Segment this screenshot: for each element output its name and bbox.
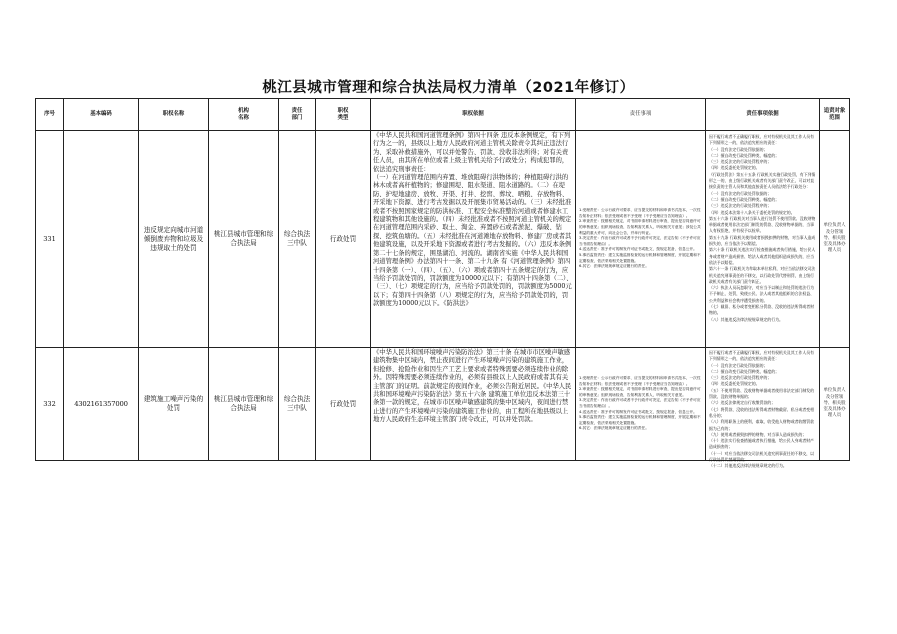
row-duty: 1.受理责任：公示行政许可要求、应当提交的材料和申请书式范本，一次性告知补正材料；依法受理或者不予受理（不予受理应当告知理由）。 2.审查责任：按照相关规定，对书面申请材料进行审查，提出是否同意许可的审核意见；组织现场检查，告知利害关系人，听取相关方意见。 3.决定责任：作出行政许可或者不予行政许可决定，法定告知（不予许可应当书面告知理由）。 4.送达责任：准予许可的制发许可证书或批文，按规定报备，信息公开。 5.事后监管责任：建立实施监督检查的运行机制和管理制度，开展定期和不定期检查，依法采取相关处置措施。 6.其它：法律法规规章规定应履行的责任。 xyxy=(576,348,706,461)
header-basis: 职权依据 xyxy=(371,99,576,131)
header-duty-basis: 责任事项依据 xyxy=(706,99,820,131)
row-type: 行政处罚 xyxy=(316,348,371,461)
table-row xyxy=(36,131,850,348)
header-seq: 序号 xyxy=(36,99,64,131)
row-type: 行政处罚 xyxy=(316,131,371,348)
row-remark: 单位负责人及分管领导、相关股室及具体办理人员 xyxy=(820,348,850,461)
row-code: 4302161357000 xyxy=(64,348,139,461)
header-name: 职权名称 xyxy=(139,99,209,131)
header-duty: 责任事项 xyxy=(576,99,706,131)
row-duty: 1.受理责任：公示行政许可要求、应当提交的材料和申请书式范本，一次性告知补正材料；依法受理或者不予受理（不予受理应当告知理由）。 2.审查责任：按照相关规定，对书面申请材料进行审查，提出是否同意许可的审核意见；组织现场检查，告知利害关系人，听取相关方意见；涉及公共利益的重大许可，向社会公告，并举行听证。 3.决定责任：作出行政许可或者不予行政许可决定，法定告知（不予许可应当书面告知理由）。 4.送达责任：准予许可的制发许可证书或批文，按规定报备，信息公开。 5.事后监管责任：建立实施监督检查的运行机制和管理制度，开展定期和不定期检查，依法采取相关处置措施。 6.其它：法律法规规章规定应履行的责任。 xyxy=(576,131,706,348)
row-remark: 单位负责人及分管领导、相关股室及具体办理人员 xyxy=(820,131,850,348)
power-list-table xyxy=(35,98,850,469)
table-header-row xyxy=(36,99,850,131)
header-code: 基本编码 xyxy=(64,99,139,131)
row-org: 桃江县城市管理和综合执法局 xyxy=(209,348,279,461)
row-duty-basis: 因不履行或者不正确履行职权，应对有权机关及其工作人员有下列情形之一的，依法追究相应的责任： （一）没有法定行政处罚依据的； （二）擅自改变行政处罚种类、幅度的； （三）违反法定的行政处罚程序的； （四）违反委托处罚规定的。 《行政处罚法》第五十五条 行政机关实施行政处罚，有下列情形之一的，由上级行政机关或者有关部门责令改正，可以对直接负责的主管人员和其他直接责任人员依法给予行政处分： （一）没有法定的行政处罚依据的； （二）擅自改变行政处罚种类、幅度的； （三）违反法定的行政处罚程序的； （四）违反本法第十八条关于委托处罚的规定的。 第五十六条 行政机关对当事人进行处罚不使用罚款、没收财物单据或者使用非法定部门制发的罚款、没收财物单据的，当事人有权拒绝，并有权予以检举。 第五十九条 行政机关使用或者损毁扣押的财物，对当事人造成损失的，应当依法予以赔偿。 第六十条 行政机关违法实行检查措施或者执行措施，给公民人身或者财产造成损害、给法人或者其他组织造成损失的，应当依法予以赔偿。 第六十一条 行政机关为牟取本单位私利，对应当依法移交司法机关追究刑事责任的不移交，以行政处罚代替刑罚，由上级行政机关或者有关部门责令纠正。 （六）执法人员玩忽职守，对应当予以制止和处罚的违法行为不予制止、处罚，致使公民、法人或者其他组织的合法权益、公共利益和社会秩序遭受损害的。 （七）截留、私分或者变相私分罚款、没收的违法所得或者财物的。 （八）其他违反法律法规规章规定的行为。 xyxy=(709,134,816,322)
row-dept: 综合执法三中队 xyxy=(279,348,316,461)
row-basis: 《中华人民共和国环境噪声污染防治法》第三十条 在城市市区噪声敏感建筑物集中区域内，禁止夜间进行产生环境噪声污染的建筑施工作业，但抢修、抢险作业和因生产工艺上要求或者特殊需要必须连续作业的除外。因特殊需要必须连续作业的，必须有县级以上人民政府或者其有关主管部门的证明。前款规定的夜间作业，必须公告附近居民。《中华人民共和国环境噪声污染防治法》第五十六条 建筑施工单位违反本法第三十条第一款的规定，在城市市区噪声敏感建筑的集中区域内，夜间进行禁止进行的产生环境噪声污染的建筑施工作业的，由工程所在地县级以上地方人民政府生态环境主管部门责令改正，可以并处罚款。 xyxy=(373,349,572,424)
row-code xyxy=(64,131,139,348)
page-title: 桃江县城市管理和综合执法局权力清单（2021年修订） xyxy=(262,80,635,96)
header-remark: 追责对象 范围 xyxy=(820,99,850,131)
row-seq: 331 xyxy=(36,131,64,348)
row-name: 违反规定向城市河道倾倒废弃物和垃圾及违规取土的处罚 xyxy=(139,131,209,348)
table-row xyxy=(36,348,850,461)
row-duty-basis: 因不履行或者不正确履行职权，应对有权机关及其工作人员有下列情形之一的，依法追究相应的责任： （一）没有法定行政处罚依据的； （二）擅自改变行政处罚种类、幅度的； （三）违反法定的行政处罚程序的； （四）违反委托处罚规定的。 （五）不使用罚款、没收财物单据或者使用非法定部门制发的罚款、没收财物单据的； （六）违反法律规定自行收缴罚款的； （七）将罚款、没收的违法所得或者财物截留、私分或者变相私分的； （八）利用职务上的便利，索取、收受他人财物或者收缴罚款据为己有的； （九）使用或者损毁扣押的财物，对当事人造成损失的； （十）违法实行检查措施或者执行措施，给公民人身或者财产造成损害的； （十一）对应当依法移交司法机关追究刑事责任的不移交，以行政处罚代替刑罚的； （十二）其他违反法律法规规章规定的行为。 xyxy=(709,350,815,469)
row-org: 桃江县城市管理和综合执法局 xyxy=(209,131,279,348)
header-dept: 责任 部门 xyxy=(279,99,316,131)
row-seq: 332 xyxy=(36,348,64,461)
row-basis: 《中华人民共和国河道管理条例》第四十四条 违反本条例规定，有下列行为之一的，县级以上地方人民政府河道主管机关除责令其纠正违法行为、采取补救措施外，可以并处警告、罚款、没收非法所得；对有关责任人员，由其所在单位或者上级主管机关给予行政处分；构成犯罪的，依法追究刑事责任： （一）在河道管理范围内弃置、堆放阻碍行洪物体的；种植阻碍行洪的林木或者高秆植物的；修建围堤、阻水渠道、阻水道路的。（二）在堤防、护堤地建房、放牧、开渠、打井、挖窖、葬坟、晒粮、存放物料、开采地下资源、进行考古发掘以及开展集市贸易活动的。（三）未经批准或者不按照国家规定的防洪标准、工程安全标准整治河道或者修建水工程建筑物和其他设施的。（四）未经批准或者不按照河道主管机关的规定在河道管理范围内采砂、取土、淘金、弃置砂石或者淤泥、爆破、钻探、挖筑鱼塘的。（五）未经批准在河道滩地存放物料、修建厂房或者其他建筑设施，以及开采地下资源或者进行考古发掘的。（六）违反本条例第二十七条的规定，围垦湖泊、河流的。湖南省实施《中华人民共和国河道管理条例》办法第四十一条、第二十九条 有《河道管理条例》第四十四条第（一）、（四）、（五）、（六）项或者第四十五条规定的行为，应当给予罚款处罚的，罚款额度为10000元以下；有第四十四条第（二）、（三）、（七）项规定的行为，应当给予罚款处罚的，罚款额度为5000元以下；有第四十四条第（八）项规定的行为，应当给予罚款处罚的，罚款额度为10000元以下。《防洪法》 xyxy=(373,132,573,308)
row-name: 建筑施工噪声污染的处罚 xyxy=(139,348,209,461)
header-org: 机构 名称 xyxy=(209,99,279,131)
header-type: 职权 类型 xyxy=(316,99,371,131)
row-dept: 综合执法三中队 xyxy=(279,131,316,348)
